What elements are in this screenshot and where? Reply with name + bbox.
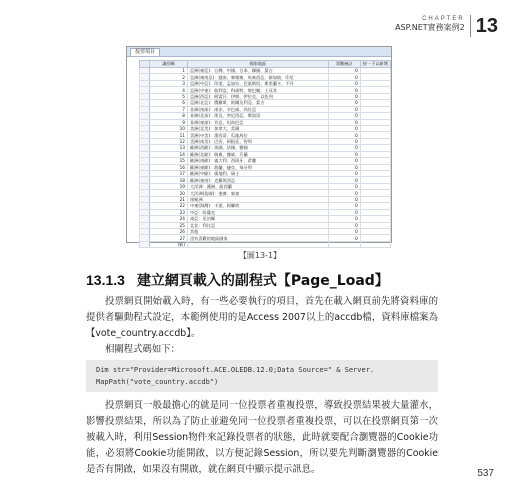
cell-votes: 0 [328,93,360,99]
cell-region: 南亞：尼泊爾 [187,216,328,222]
chapter-title: ASP.NET實務案例2 [395,23,465,32]
row-selector-header [140,61,150,68]
column-header-add: 按一下以新增 [360,61,390,68]
db-tab: 投票項目 [130,48,160,56]
cell-id: 26 [150,228,188,234]
cell-votes: 0 [328,151,360,157]
chapter-number: 13 [470,15,498,37]
cell-votes: 0 [328,74,360,80]
cell-region: 亞洲(西亞)：阿富汗、伊朗、伊拉克、以色列 [187,93,328,99]
cell-id: 24 [150,216,188,222]
cell-empty [360,241,390,247]
cell-votes: 0 [328,113,360,119]
cell-votes [328,241,360,247]
paragraph-session: 投票網頁一般最擔心的就是同一位投票者重複投票，導致投票結果被大量灌水，影響投票結果，所以為了防止並避免同一位投票者重複投票，可以在投票網頁第一次被載入時，利用Session物件來記錄投票者的狀態，此時就要配合瀏覽器的Cookie功能，必須將Cookie功能開啟，以方便記錄Session，所以要先判斷瀏覽器的Cookie是否有開啟，如果沒有開啟，就在網頁中顯示提示訊息。 [86,400,438,475]
cell-votes: 0 [328,228,360,234]
cell-region: 美洲(中美)：墨西哥、瓜地馬拉 [187,132,328,138]
cell-id: 7 [150,106,188,112]
cell-votes: 0 [328,196,360,202]
cell-votes: 0 [328,235,360,241]
cell-id: 17 [150,171,188,177]
cell-region: 美洲(南美)：巴西、阿根廷、智利 [187,138,328,144]
cell-id: 20 [150,190,188,196]
column-header-votes: 票數統計 [328,61,360,68]
cell-id: 15 [150,158,188,164]
column-header-region: 國家地區 [187,61,328,68]
cell-id: (新) [150,241,188,247]
cell-id: 6 [150,100,188,106]
cell-region: 亞洲(中東)：敘利亞、科威特、黎巴嫩、土耳其 [187,87,328,93]
cell-region: 歐洲(東歐)：波蘭、捷克、匈牙利 [187,164,328,170]
cell-votes: 0 [328,80,360,86]
code-line-2: MapPath("vote_country.accdb") [96,378,219,386]
cell-region: 歐洲(中歐)：奧地利、瑞士 [187,171,328,177]
cell-votes: 0 [328,100,360,106]
cell-region: 歐洲(南歐)：義大利、西班牙、希臘 [187,158,328,164]
cell-id: 18 [150,177,188,183]
cell-id: 4 [150,87,188,93]
cell-id: 1 [150,68,188,74]
cell-region: 亞洲(北亞)：俄羅斯、阿爾及利亞、蒙古 [187,100,328,106]
cell-region: 中亞：哈薩克 [187,209,328,215]
cell-votes: 0 [328,203,360,209]
section-title: 建立網頁載入的副程式【Page_Load】 [136,273,389,289]
cell-votes: 0 [328,119,360,125]
cell-votes: 0 [328,125,360,131]
cell-id: 14 [150,151,188,157]
cell-region: 美洲(北美)：加拿大、美國 [187,125,328,131]
cell-votes: 0 [328,164,360,170]
cell-votes: 0 [328,132,360,138]
cell-votes: 0 [328,177,360,183]
cell-id: 5 [150,93,188,99]
cell-votes: 0 [328,190,360,196]
cell-id: 8 [150,113,188,119]
cell-votes: 0 [328,183,360,189]
cell-region [187,241,328,247]
cell-region: 歐洲(北歐)：瑞典、挪威、芬蘭 [187,151,328,157]
cell-region: 亞洲(東南亞)：越南、柬埔寨、馬來西亞、新加坡、印尼 [187,74,328,80]
cell-id: 12 [150,138,188,144]
paragraph-intro: 投票網頁開始載入時，有一些必要執行的項目，首先在載入網頁前先將資料庫的提供者驅動程式設定，本範例使用的是Access 2007以上的accdb檔，資料庫檔案為【vote_country.accdb】。 [86,296,438,339]
figure-caption: 【圖13-1】 [238,251,282,260]
cell-region: 大洋洲(島國)：斐濟、東加 [187,190,328,196]
cell-id: 25 [150,222,188,228]
row-selector [140,241,150,247]
column-header-id: 識別碼 [150,61,188,68]
code-block [86,360,438,392]
cell-region: 大洋洲：澳洲、紐西蘭 [187,183,328,189]
cell-id: 13 [150,145,188,151]
cell-votes: 0 [328,222,360,228]
section-number: 13.1.3 [86,272,125,288]
section-heading [86,270,389,290]
cell-votes: 0 [328,106,360,112]
cell-id: 21 [150,196,188,202]
cell-id: 3 [150,80,188,86]
cell-votes: 0 [328,68,360,74]
cell-votes: 0 [328,216,360,222]
table-row [140,241,391,247]
cell-region: 北非：利比亞 [187,222,328,228]
cell-region: 非洲(北部)：埃及、突尼西亞、摩洛哥 [187,113,328,119]
cell-id: 16 [150,164,188,170]
cell-id: 22 [150,203,188,209]
cell-votes: 0 [328,145,360,151]
cell-votes: 0 [328,87,360,93]
db-titlebar [127,47,391,57]
page-number: 537 [477,468,494,479]
page-header [395,15,498,37]
cell-id: 2 [150,74,188,80]
cell-region: 中東(海灣)：卡達、阿聯酋 [187,203,328,209]
cell-votes: 0 [328,209,360,215]
cell-votes: 0 [328,138,360,144]
cell-votes: 0 [328,171,360,177]
cell-id: 9 [150,119,188,125]
cell-id: 27 [150,235,188,241]
chapter-label: CHAPTER [422,16,465,22]
code-line-1: Dim str="Provider=Microsoft.ACE.OLEDB.12.0;Data Source=" & Server. [96,366,375,374]
cell-region: 亞洲(中亞)：印度、孟加拉、巴基斯坦、斯里蘭卡、不丹 [187,80,328,86]
cell-region: 南極洲 [187,196,328,202]
database-screenshot [126,46,392,248]
cell-region: 沒有喜歡的地區國家 [187,235,328,241]
cell-region: 其他 [187,228,328,234]
cell-votes: 0 [328,158,360,164]
db-table [139,60,391,248]
cell-region: 歐洲(東南)：克羅埃西亞 [187,177,328,183]
cell-region: 歐洲(西歐)：英國、法國、德國 [187,145,328,151]
cell-region: 亞洲(東亞)：台灣、中國、日本、韓國、蒙古 [187,68,328,74]
cell-region: 非洲(南部)：南非、辛巴威、尚比亞 [187,106,328,112]
cell-id: 23 [150,209,188,215]
paragraph-code-lead: 相關程式碼如下： [105,344,181,355]
cell-id: 19 [150,183,188,189]
cell-region: 非洲(東部)：肯亞、坦尚尼亞 [187,119,328,125]
cell-id: 10 [150,125,188,131]
cell-id: 11 [150,132,188,138]
db-header-row [140,61,391,68]
chapter-text [395,15,465,33]
